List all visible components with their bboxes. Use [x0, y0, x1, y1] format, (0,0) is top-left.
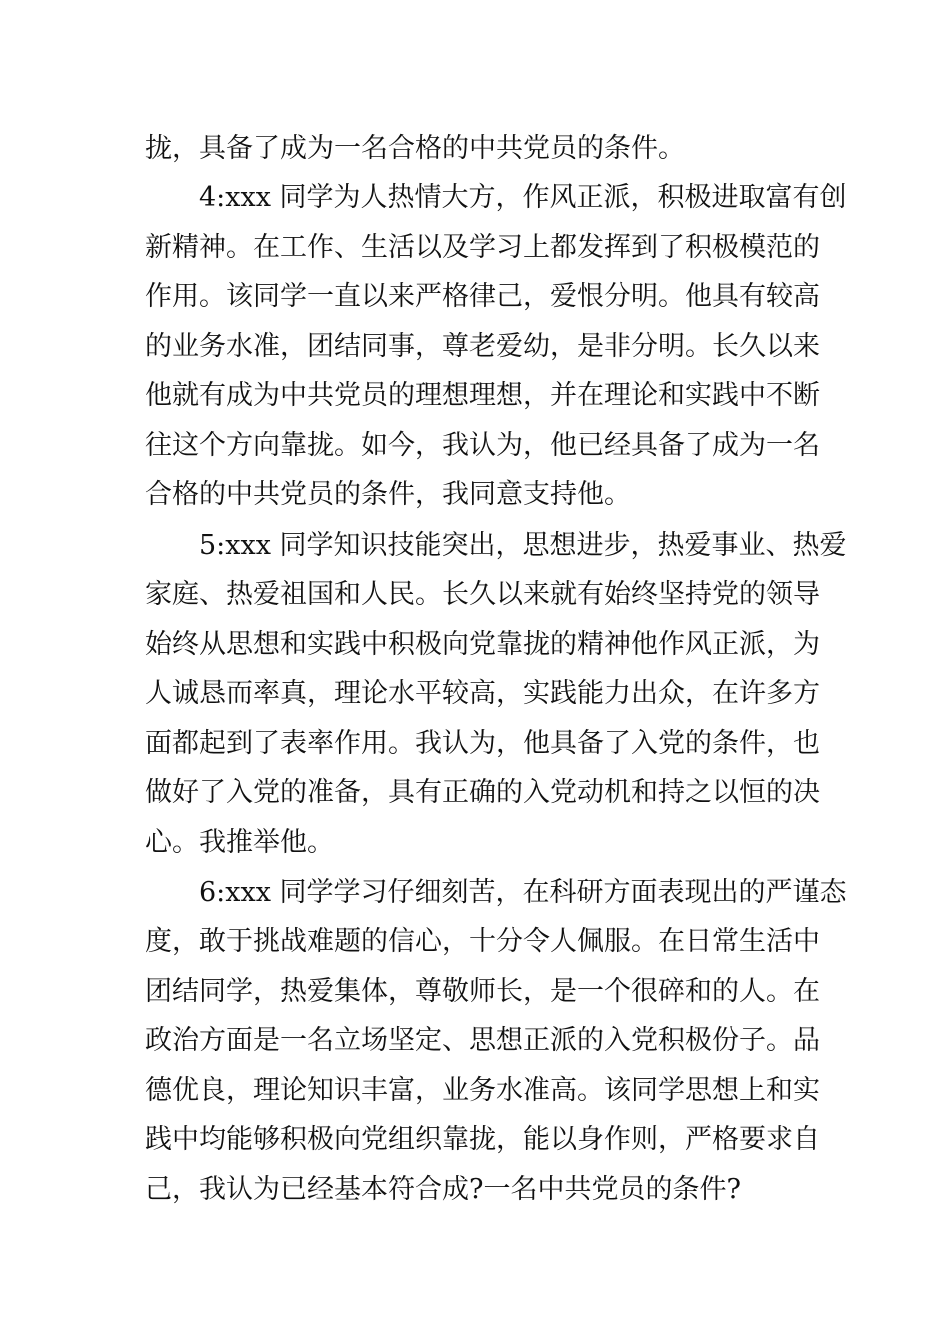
text-line-19: 政治方面是一名立场坚定、思想正派的入党积极份子。品 [145, 1025, 820, 1056]
text-line-6: 他就有成为中共党员的理想理想，并在理论和实践中不断 [145, 380, 820, 411]
text-line-10: 家庭、热爱祖国和人民。长久以来就有始终坚持党的领导 [145, 579, 820, 610]
text-line-18: 团结同学，热爱集体，尊敬师长，是一个很碎和的人。在 [145, 976, 820, 1007]
text-line-12: 人诚恳而率真，理论水平较高，实践能力出众，在许多方 [145, 678, 820, 709]
text-line-1: 拢，具备了成为一名合格的中共党员的条件。 [145, 133, 685, 164]
text-line-8: 合格的中共党员的条件，我同意支持他。 [145, 479, 631, 510]
text-line-9: 5:xxx 同学知识技能突出，思想进步，热爱事业、热爱 [199, 530, 847, 561]
text-line-2: 4:xxx 同学为人热情大方，作风正派，积极进取富有创 [199, 182, 847, 213]
text-line-13: 面都起到了表率作用。我认为，他具备了入党的条件，也 [145, 728, 820, 759]
text-line-15: 心。我推举他。 [145, 827, 334, 858]
text-line-4: 作用。该同学一直以来严格律己，爱恨分明。他具有较高 [145, 281, 820, 312]
text-line-20: 德优良，理论知识丰富，业务水准高。该同学思想上和实 [145, 1075, 820, 1106]
text-line-14: 做好了入党的准备，具有正确的入党动机和持之以恒的决 [145, 777, 820, 808]
text-line-16: 6:xxx 同学学习仔细刻苦，在科研方面表现出的严谨态 [199, 877, 847, 908]
text-line-11: 始终从思想和实践中积极向党靠拢的精神他作风正派，为 [145, 629, 820, 660]
text-line-3: 新精神。在工作、生活以及学习上都发挥到了积极模范的 [145, 232, 820, 263]
text-line-7: 往这个方向靠拢。如今，我认为，他已经具备了成为一名 [145, 430, 820, 461]
text-line-21: 践中均能够积极向党组织靠拢，能以身作则，严格要求自 [145, 1124, 820, 1155]
text-line-17: 度，敢于挑战难题的信心，十分令人佩服。在日常生活中 [145, 926, 820, 957]
text-line-5: 的业务水准，团结同事，尊老爱幼，是非分明。长久以来 [145, 331, 820, 362]
text-line-22: 己，我认为已经基本符合成?一名中共党员的条件? [145, 1174, 741, 1205]
